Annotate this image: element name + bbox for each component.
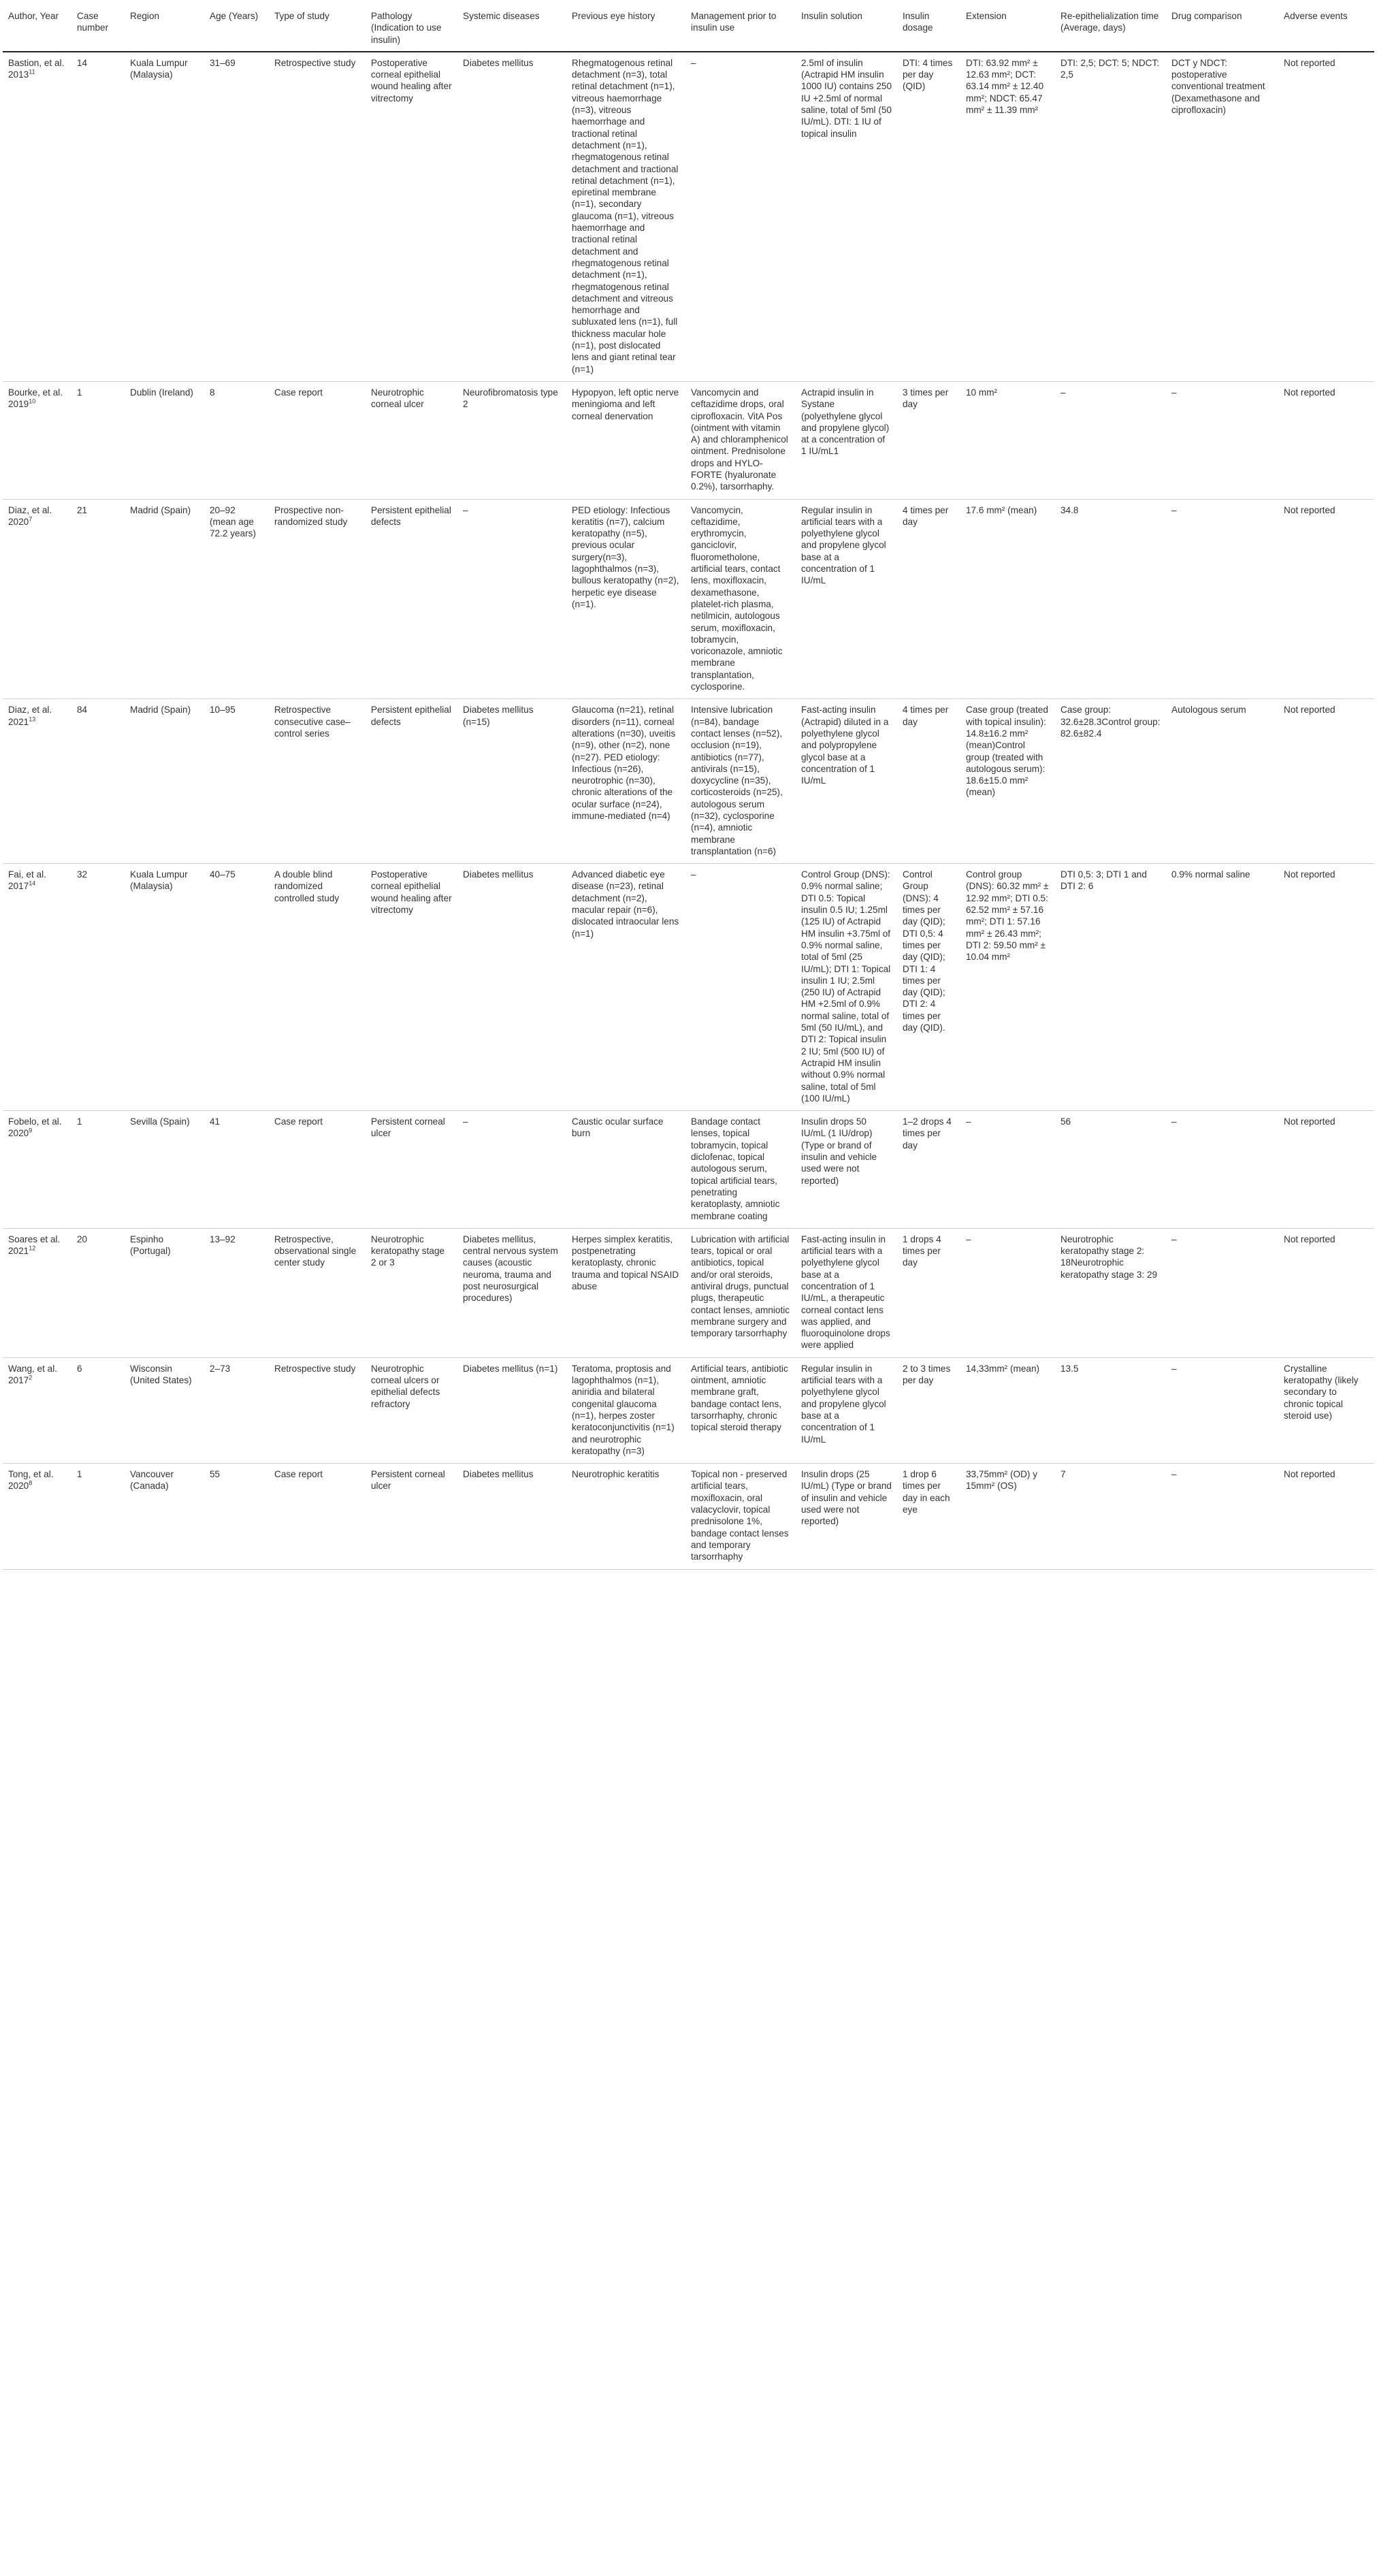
age-cell: 31–69 xyxy=(204,52,269,382)
insulin-dosage-cell: 1 drops 4 times per day xyxy=(897,1228,960,1357)
author-year-cell xyxy=(3,1228,71,1357)
systemic-diseases-cell: Diabetes mellitus (n=1) xyxy=(457,1357,566,1463)
drug-comparison-cell: – xyxy=(1166,499,1278,699)
insulin-solution-cell: Control Group (DNS): 0.9% normal saline; DTI 0.5: Topical insulin 0.5 IU; 1.25ml (125 IU) of Actrapid HM insulin +3.75ml of 0.9% normal saline, total of 5ml (25 IU/mL); DTI 1: Topical insulin 1 IU; 2.5ml (250 IU) of Actrapid HM +2.5ml of 0.9% normal saline, total of 5ml (50 IU/mL), and DTI 2: Topical insulin 2 IU; 5ml (500 IU) of Actrapid HM insulin without 0.9% normal saline, total of 5ml (100 IU/mL) xyxy=(796,864,897,1111)
reference-number: 8 xyxy=(29,1479,33,1487)
age-cell: 20–92 (mean age 72.2 years) xyxy=(204,499,269,699)
insulin-dosage-cell: Control Group (DNS): 4 times per day (QID); DTI 0,5: 4 times per day (QID); DTI 1: 4 times per day (QID); DTI 2: 4 times per day (QID). xyxy=(897,864,960,1111)
adverse-events-cell: Not reported xyxy=(1278,1111,1374,1229)
author-year-cell xyxy=(3,699,71,864)
table-row xyxy=(3,1464,1374,1569)
reference-number: 12 xyxy=(29,1244,36,1252)
pathology-cell: Postoperative corneal epithelial wound healing after vitrectomy xyxy=(366,864,457,1111)
region-cell: Kuala Lumpur (Malaysia) xyxy=(125,52,204,382)
table-row xyxy=(3,52,1374,382)
insulin-dosage-cell: 4 times per day xyxy=(897,699,960,864)
pathology-cell: Persistent epithelial defects xyxy=(366,699,457,864)
reepithelialization-cell: 56 xyxy=(1055,1111,1166,1229)
eye-history-cell: Glaucoma (n=21), retinal disorders (n=11), corneal alterations (n=30), uveitis (n=9), other (n=2), none (n=27). PED etiology: Infectious (n=26), neurotrophic (n=30), chronic alterations of the ocular surface (n=24), immune-mediated (n=4) xyxy=(566,699,685,864)
column-header: Type of study xyxy=(269,5,366,52)
region-cell: Dublin (Ireland) xyxy=(125,381,204,499)
age-cell: 55 xyxy=(204,1464,269,1569)
eye-history-cell: Hypopyon, left optic nerve meningioma and left corneal denervation xyxy=(566,381,685,499)
study-type-cell: Retrospective, observational single center study xyxy=(269,1228,366,1357)
insulin-dosage-cell: 3 times per day xyxy=(897,381,960,499)
systemic-diseases-cell: Neurofibromatosis type 2 xyxy=(457,381,566,499)
author-name: Wang, et al. 2017 xyxy=(8,1363,58,1386)
age-cell: 2–73 xyxy=(204,1357,269,1463)
insulin-dosage-cell: 1–2 drops 4 times per day xyxy=(897,1111,960,1229)
insulin-dosage-cell: 4 times per day xyxy=(897,499,960,699)
case-number-cell: 6 xyxy=(71,1357,125,1463)
author-year-cell xyxy=(3,52,71,382)
column-header: Age (Years) xyxy=(204,5,269,52)
drug-comparison-cell: Autologous serum xyxy=(1166,699,1278,864)
eye-history-cell: Rhegmatogenous retinal detachment (n=3), total retinal detachment (n=1), vitreous haemorrhage (n=3), vitreous haemorrhage and tractional retinal detachment (n=1), rhegmatogenous retinal detachment and tractional retinal detachment (n=1), epiretinal membrane (n=1), secondary glaucoma (n=1), vitreous haemorrhage and tractional retinal detachment and rhegmatogenous retinal detachment (n=1), rhegmatogenous retinal detachment and vitreous hemorrhage and subluxated lens (n=1), full thickness macular hole (n=1), post dislocated lens and giant retinal tear (n=1) xyxy=(566,52,685,382)
pathology-cell: Neurotrophic keratopathy stage 2 or 3 xyxy=(366,1228,457,1357)
column-header: Insulin dosage xyxy=(897,5,960,52)
pathology-cell: Persistent corneal ulcer xyxy=(366,1464,457,1569)
column-header: Previous eye history xyxy=(566,5,685,52)
case-number-cell: 1 xyxy=(71,381,125,499)
table-row xyxy=(3,1111,1374,1229)
insulin-dosage-cell: DTI: 4 times per day (QID) xyxy=(897,52,960,382)
literature-table xyxy=(3,5,1374,1570)
extension-cell: Case group (treated with topical insulin): 14.8±16.2 mm² (mean)Control group (treated with autologous serum): 18.6±15.0 mm² (mean) xyxy=(960,699,1055,864)
author-name: Bastion, et al. 2013 xyxy=(8,57,65,80)
author-year-cell xyxy=(3,1464,71,1569)
adverse-events-cell: Not reported xyxy=(1278,381,1374,499)
table-row xyxy=(3,1357,1374,1463)
eye-history-cell: Caustic ocular surface burn xyxy=(566,1111,685,1229)
adverse-events-cell: Not reported xyxy=(1278,699,1374,864)
insulin-solution-cell: Fast-acting insulin in artificial tears with a polyethylene glycol base at a concentration of 1 IU/mL, a therapeutic corneal contact lens was applied, and fluoroquinolone drops were applied xyxy=(796,1228,897,1357)
column-header: Management prior to insulin use xyxy=(685,5,796,52)
study-type-cell: Retrospective study xyxy=(269,52,366,382)
region-cell: Madrid (Spain) xyxy=(125,699,204,864)
extension-cell: 14,33mm² (mean) xyxy=(960,1357,1055,1463)
study-type-cell: Case report xyxy=(269,1464,366,1569)
column-header: Author, Year xyxy=(3,5,71,52)
insulin-solution-cell: Actrapid insulin in Systane (polyethylene glycol and propylene glycol) at a concentration of 1 IU/mL1 xyxy=(796,381,897,499)
adverse-events-cell: Not reported xyxy=(1278,499,1374,699)
reference-number: 11 xyxy=(29,68,35,76)
author-year-cell xyxy=(3,381,71,499)
reference-number: 7 xyxy=(29,515,33,523)
reference-number: 10 xyxy=(29,398,36,405)
reepithelialization-cell: DTI 0,5: 3; DTI 1 and DTI 2: 6 xyxy=(1055,864,1166,1111)
drug-comparison-cell: – xyxy=(1166,1111,1278,1229)
reepithelialization-cell: Neurotrophic keratopathy stage 2: 18Neurotrophic keratopathy stage 3: 29 xyxy=(1055,1228,1166,1357)
insulin-dosage-cell: 1 drop 6 times per day in each eye xyxy=(897,1464,960,1569)
reepithelialization-cell: DTI: 2,5; DCT: 5; NDCT: 2,5 xyxy=(1055,52,1166,382)
systemic-diseases-cell: Diabetes mellitus, central nervous system causes (acoustic neuroma, trauma and post neurosurgical procedures) xyxy=(457,1228,566,1357)
pathology-cell: Neurotrophic corneal ulcers or epithelial defects refractory xyxy=(366,1357,457,1463)
insulin-dosage-cell: 2 to 3 times per day xyxy=(897,1357,960,1463)
extension-cell: Control group (DNS): 60.32 mm² ± 12.92 mm²; DTI 0.5: 62.52 mm² ± 57.16 mm²; DTI 1: 57.16 mm² ± 26.43 mm²; DTI 2: 59.50 mm² ± 10.04 mm² xyxy=(960,864,1055,1111)
author-name: Tong, et al. 2020 xyxy=(8,1469,54,1492)
eye-history-cell: PED etiology: Infectious keratitis (n=7), calcium keratopathy (n=5), previous ocular surgery(n=3), lagophthalmos (n=3), bullous keratopathy (n=2), herpetic eye disease (n=1). xyxy=(566,499,685,699)
author-name: Bourke, et al. 2019 xyxy=(8,387,63,410)
table-row xyxy=(3,381,1374,499)
author-year-cell xyxy=(3,499,71,699)
region-cell: Kuala Lumpur (Malaysia) xyxy=(125,864,204,1111)
table-row xyxy=(3,499,1374,699)
systemic-diseases-cell: Diabetes mellitus xyxy=(457,864,566,1111)
age-cell: 8 xyxy=(204,381,269,499)
author-name: Diaz, et al. 2020 xyxy=(8,504,52,527)
case-number-cell: 1 xyxy=(71,1111,125,1229)
extension-cell: – xyxy=(960,1111,1055,1229)
author-name: Soares et al. 2021 xyxy=(8,1234,61,1257)
column-header: Drug comparison xyxy=(1166,5,1278,52)
age-cell: 40–75 xyxy=(204,864,269,1111)
table-row xyxy=(3,1228,1374,1357)
region-cell: Espinho (Portugal) xyxy=(125,1228,204,1357)
study-type-cell: Case report xyxy=(269,1111,366,1229)
drug-comparison-cell: – xyxy=(1166,381,1278,499)
insulin-solution-cell: Insulin drops 50 IU/mL (1 IU/drop) (Type or brand of insulin and vehicle used were not reported) xyxy=(796,1111,897,1229)
case-number-cell: 1 xyxy=(71,1464,125,1569)
adverse-events-cell: Not reported xyxy=(1278,1464,1374,1569)
column-header: Case number xyxy=(71,5,125,52)
adverse-events-cell: Not reported xyxy=(1278,1228,1374,1357)
management-cell: Bandage contact lenses, topical tobramycin, topical diclofenac, topical autologous serum, topical artificial tears, penetrating keratoplasty, amniotic membrane coating xyxy=(685,1111,796,1229)
header-row xyxy=(3,5,1374,52)
column-header: Insulin solution xyxy=(796,5,897,52)
drug-comparison-cell: DCT y NDCT: postoperative conventional treatment (Dexamethasone and ciprofloxacin) xyxy=(1166,52,1278,382)
pathology-cell: Postoperative corneal epithelial wound healing after vitrectomy xyxy=(366,52,457,382)
reepithelialization-cell: 13.5 xyxy=(1055,1357,1166,1463)
management-cell: Lubrication with artificial tears, topical or oral antibiotics, topical and/or oral steroids, antiviral drugs, punctual plugs, therapeutic contact lenses, amniotic membrane surgery and temporary tarsorrhaphy xyxy=(685,1228,796,1357)
region-cell: Sevilla (Spain) xyxy=(125,1111,204,1229)
study-type-cell: A double blind randomized controlled study xyxy=(269,864,366,1111)
case-number-cell: 20 xyxy=(71,1228,125,1357)
author-year-cell xyxy=(3,1111,71,1229)
table-row xyxy=(3,699,1374,864)
reepithelialization-cell: – xyxy=(1055,381,1166,499)
management-cell: Vancomycin, ceftazidime, erythromycin, ganciclovir, fluorometholone, artificial tears, contact lens, moxifloxacin, dexamethasone, platelet-rich plasma, netilmicin, autologous serum, moxifloxacin, tobramycin, voriconazole, amniotic membrane transplantation, cyclosporine. xyxy=(685,499,796,699)
extension-cell: 17.6 mm² (mean) xyxy=(960,499,1055,699)
management-cell: – xyxy=(685,864,796,1111)
insulin-solution-cell: 2.5ml of insulin (Actrapid HM insulin 1000 IU) contains 250 IU +2.5ml of normal saline, total of 5ml (50 IU/mL). DTI: 1 IU of topical insulin xyxy=(796,52,897,382)
study-type-cell: Retrospective consecutive case–control series xyxy=(269,699,366,864)
age-cell: 10–95 xyxy=(204,699,269,864)
management-cell: Intensive lubrication (n=84), bandage contact lenses (n=52), occlusion (n=19), antibiotics (n=77), antivirals (n=15), doxycycline (n=35), corticosteroids (n=25), autologous serum (n=32), cyclosporine (n=4), amniotic membrane transplantation (n=6) xyxy=(685,699,796,864)
eye-history-cell: Advanced diabetic eye disease (n=23), retinal detachment (n=2), macular repair (n=6), dislocated intraocular lens (n=1) xyxy=(566,864,685,1111)
column-header: Systemic diseases xyxy=(457,5,566,52)
drug-comparison-cell: 0.9% normal saline xyxy=(1166,864,1278,1111)
systemic-diseases-cell: Diabetes mellitus (n=15) xyxy=(457,699,566,864)
insulin-solution-cell: Fast-acting insulin (Actrapid) diluted in a polyethylene glycol and polypropylene glycol base at a concentration of 1 IU/mL xyxy=(796,699,897,864)
age-cell: 13–92 xyxy=(204,1228,269,1357)
study-type-cell: Retrospective study xyxy=(269,1357,366,1463)
page xyxy=(0,5,1377,2576)
reference-number: 14 xyxy=(29,880,36,887)
column-header: Adverse events xyxy=(1278,5,1374,52)
study-type-cell: Case report xyxy=(269,381,366,499)
extension-cell: – xyxy=(960,1228,1055,1357)
author-name: Diaz, et al. 2021 xyxy=(8,705,52,727)
extension-cell: 33,75mm² (OD) y 15mm² (OS) xyxy=(960,1464,1055,1569)
systemic-diseases-cell: – xyxy=(457,499,566,699)
systemic-diseases-cell: Diabetes mellitus xyxy=(457,52,566,382)
author-name: Fai, et al. 2017 xyxy=(8,869,46,892)
systemic-diseases-cell: Diabetes mellitus xyxy=(457,1464,566,1569)
author-year-cell xyxy=(3,1357,71,1463)
region-cell: Madrid (Spain) xyxy=(125,499,204,699)
insulin-solution-cell: Regular insulin in artificial tears with a polyethylene glycol and propylene glycol base at a concentration of 1 IU/mL xyxy=(796,1357,897,1463)
region-cell: Wisconsin (United States) xyxy=(125,1357,204,1463)
eye-history-cell: Teratoma, proptosis and lagophthalmos (n=1), aniridia and bilateral congenital glaucoma (n=1), herpes zoster keratoconjunctivitis (n=1) and neurotrophic keratopathy (n=3) xyxy=(566,1357,685,1463)
pathology-cell: Persistent epithelial defects xyxy=(366,499,457,699)
management-cell: Topical non - preserved artificial tears, moxifloxacin, oral valacyclovir, topical prednisolone 1%, bandage contact lenses and temporary tarsorrhaphy xyxy=(685,1464,796,1569)
eye-history-cell: Herpes simplex keratitis, postpenetrating keratoplasty, chronic trauma and topical NSAID abuse xyxy=(566,1228,685,1357)
systemic-diseases-cell: – xyxy=(457,1111,566,1229)
column-header: Region xyxy=(125,5,204,52)
management-cell: Artificial tears, antibiotic ointment, amniotic membrane graft, bandage contact lens, tarsorrhaphy, chronic topical steroid therapy xyxy=(685,1357,796,1463)
drug-comparison-cell: – xyxy=(1166,1228,1278,1357)
study-type-cell: Prospective non-randomized study xyxy=(269,499,366,699)
column-header: Extension xyxy=(960,5,1055,52)
reference-number: 2 xyxy=(29,1374,33,1381)
reference-number: 9 xyxy=(29,1127,33,1134)
pathology-cell: Neurotrophic corneal ulcer xyxy=(366,381,457,499)
author-year-cell xyxy=(3,864,71,1111)
column-header: Pathology (Indication to use insulin) xyxy=(366,5,457,52)
author-name: Fobelo, et al. 2020 xyxy=(8,1116,62,1139)
adverse-events-cell: Not reported xyxy=(1278,52,1374,382)
table-row xyxy=(3,864,1374,1111)
extension-cell: DTI: 63.92 mm² ± 12.63 mm²; DCT: 63.14 mm² ± 12.40 mm²; NDCT: 65.47 mm² ± 11.39 mm² xyxy=(960,52,1055,382)
case-number-cell: 84 xyxy=(71,699,125,864)
age-cell: 41 xyxy=(204,1111,269,1229)
pathology-cell: Persistent corneal ulcer xyxy=(366,1111,457,1229)
management-cell: Vancomycin and ceftazidime drops, oral ciprofloxacin. VitA Pos (ointment with vitamin A) and chloramphenicol ointment. Prednisolone drops and HYLO-FORTE (hyaluronate 0.2%), tarsorrhaphy. xyxy=(685,381,796,499)
drug-comparison-cell: – xyxy=(1166,1357,1278,1463)
drug-comparison-cell: – xyxy=(1166,1464,1278,1569)
insulin-solution-cell: Insulin drops (25 IU/mL) (Type or brand of insulin and vehicle used were not reported) xyxy=(796,1464,897,1569)
adverse-events-cell: Crystalline keratopathy (likely secondary to chronic topical steroid use) xyxy=(1278,1357,1374,1463)
eye-history-cell: Neurotrophic keratitis xyxy=(566,1464,685,1569)
case-number-cell: 14 xyxy=(71,52,125,382)
case-number-cell: 32 xyxy=(71,864,125,1111)
reepithelialization-cell: 7 xyxy=(1055,1464,1166,1569)
case-number-cell: 21 xyxy=(71,499,125,699)
reference-number: 13 xyxy=(29,715,36,723)
adverse-events-cell: Not reported xyxy=(1278,864,1374,1111)
management-cell: – xyxy=(685,52,796,382)
region-cell: Vancouver (Canada) xyxy=(125,1464,204,1569)
insulin-solution-cell: Regular insulin in artificial tears with a polyethylene glycol and propylene glycol base at a concentration of 1 IU/mL xyxy=(796,499,897,699)
reepithelialization-cell: 34.8 xyxy=(1055,499,1166,699)
reepithelialization-cell: Case group: 32.6±28.3Control group: 82.6±82.4 xyxy=(1055,699,1166,864)
table-body xyxy=(3,52,1374,1569)
extension-cell: 10 mm² xyxy=(960,381,1055,499)
column-header: Re-epithelialization time (Average, days) xyxy=(1055,5,1166,52)
